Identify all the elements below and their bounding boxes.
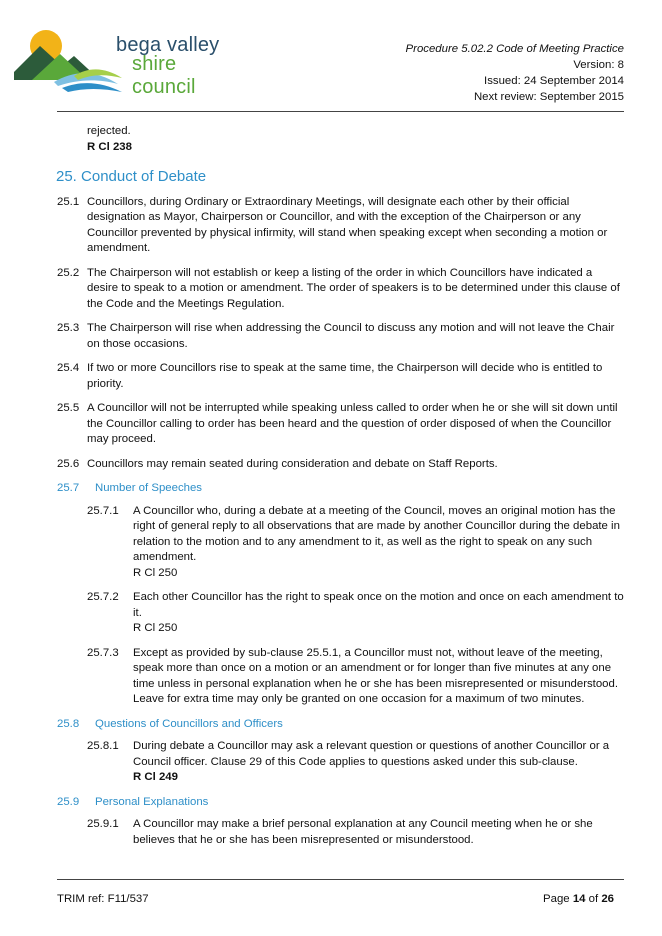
page-number <box>543 893 614 905</box>
footer-divider <box>57 879 624 880</box>
clause-number: 25.2 <box>57 266 80 279</box>
document-body <box>57 124 624 857</box>
subsection-title: Questions of Councillors and Officers <box>95 717 283 730</box>
logo-mountains-icon <box>14 26 124 100</box>
clause-text: Except as provided by sub-clause 25.5.1, a Councillor must not, without leave of the meeting, speak more than once on a motion or an amendment or for longer than five minutes at any one time unless in personal explanation when he or she has been misrepresented or misunderstood. Leave for extra time may only be granted on one occasion for a maximum of two minutes. <box>133 646 619 705</box>
procedure-title: Procedure 5.02.2 Code of Meeting Practice <box>405 43 624 55</box>
clause-25-7-2 <box>87 590 624 637</box>
logo-text-line1: bega valley <box>116 34 220 56</box>
clause-25-2 <box>57 266 624 313</box>
clause-text: During debate a Councillor may ask a relevant question or questions of another Councillor or a Council officer. Clause 29 of this Code applies to questions asked under this sub-clause. <box>133 740 610 768</box>
clause-number: 25.1 <box>57 195 80 208</box>
clause-number: 25.7.2 <box>87 591 119 603</box>
clause-number: 25.6 <box>57 457 80 470</box>
clause-number: 25.8.1 <box>87 740 119 752</box>
clause-number: 25.9.1 <box>87 818 119 830</box>
subsection-title: Number of Speeches <box>95 482 203 494</box>
subsection-title: Personal Explanations <box>95 795 209 808</box>
clause-25-6 <box>57 457 624 473</box>
continued-text: rejected. <box>87 125 131 137</box>
document-header <box>406 41 624 105</box>
regulation-ref: R Cl 249 <box>133 771 178 783</box>
logo-text-line2: shire council <box>132 53 196 98</box>
trim-reference: TRIM ref: F11/537 <box>57 893 149 905</box>
subsection-heading-25-7 <box>57 481 624 497</box>
version-label: Version: 8 <box>573 59 624 71</box>
subsection-heading-25-8 <box>57 717 624 733</box>
clause-25-1 <box>57 195 624 257</box>
clause-text: Councillors may remain seated during consideration and debate on Staff Reports. <box>87 457 498 470</box>
regulation-ref: R Cl 238 <box>87 140 132 153</box>
clause-number: 25.7.3 <box>87 646 119 659</box>
clause-number: 25.3 <box>57 322 80 334</box>
clause-25-4 <box>57 361 624 392</box>
review-date: Next review: September 2015 <box>473 91 624 103</box>
clause-text: A Councillor may make a brief personal explanation at any Council meeting when he or she believes that he or she has been misrepresented or misunderstood. <box>133 818 593 846</box>
page-prefix: Page <box>543 893 570 905</box>
clause-25-8-1 <box>87 739 624 786</box>
header-divider <box>57 111 624 112</box>
clause-number: 25.7.1 <box>87 504 119 517</box>
clause-25-7-1 <box>87 504 624 582</box>
regulation-ref: R Cl 250 <box>133 566 178 579</box>
page-total: 26 <box>601 893 614 905</box>
clause-text: Each other Councillor has the right to speak once on the motion and once on each amendment to it. <box>133 591 624 619</box>
clause-25-7-3 <box>87 646 624 708</box>
council-logo <box>14 26 244 100</box>
clause-text: The Chairperson will rise when addressing the Council to discuss any motion and will not leave the Chair on those occasions. <box>87 322 615 350</box>
clause-text: A Councillor will not be interrupted while speaking unless called to order when he or she will sit down until the Councillor calling to order has been heard and the question of order disposed of when the Councillor may proceed. <box>87 402 618 445</box>
page-current: 14 <box>572 893 586 905</box>
clause-text: If two or more Councillors rise to speak at the same time, the Chairperson will decide who is entitled to priority. <box>87 362 603 390</box>
clause-25-9-1 <box>87 817 624 848</box>
clause-text: Councillors, during Ordinary or Extraordinary Meetings, will designate each other by their official designation as Mayor, Chairperson or Councillor, and with the exception of the Chairperson or any Councillor prevented by physical infirmity, will stand when speaking except when seconding a motion or amendment. <box>87 195 608 254</box>
clause-number: 25.4 <box>57 362 80 374</box>
clause-text: A Councillor who, during a debate at a meeting of the Council, moves an original motion has the right of general reply to all observations that are made by another Councillor during the debate in relation to the motion and to any amendment to it, as well as the right to speak on any such amendment. <box>133 504 620 563</box>
clause-text: The Chairperson will not establish or keep a listing of the order in which Councillors have indicated a desire to speak to a motion or amendment. The order of speakers is to be determined under this clause of the Code and the Meetings Regulation. <box>87 266 620 310</box>
page-of: of <box>588 893 599 905</box>
regulation-ref: R Cl 250 <box>133 622 178 634</box>
subsection-number: 25.8 <box>57 717 80 730</box>
subsection-number: 25.9 <box>57 795 80 808</box>
issued-date: Issued: 24 September 2014 <box>484 75 624 87</box>
clause-25-3 <box>57 321 624 352</box>
clause-number: 25.5 <box>57 402 80 414</box>
section-heading: 25. Conduct of Debate <box>56 168 207 185</box>
clause-25-5 <box>57 401 624 448</box>
subsection-number: 25.7 <box>57 482 80 494</box>
subsection-heading-25-9 <box>57 795 624 811</box>
